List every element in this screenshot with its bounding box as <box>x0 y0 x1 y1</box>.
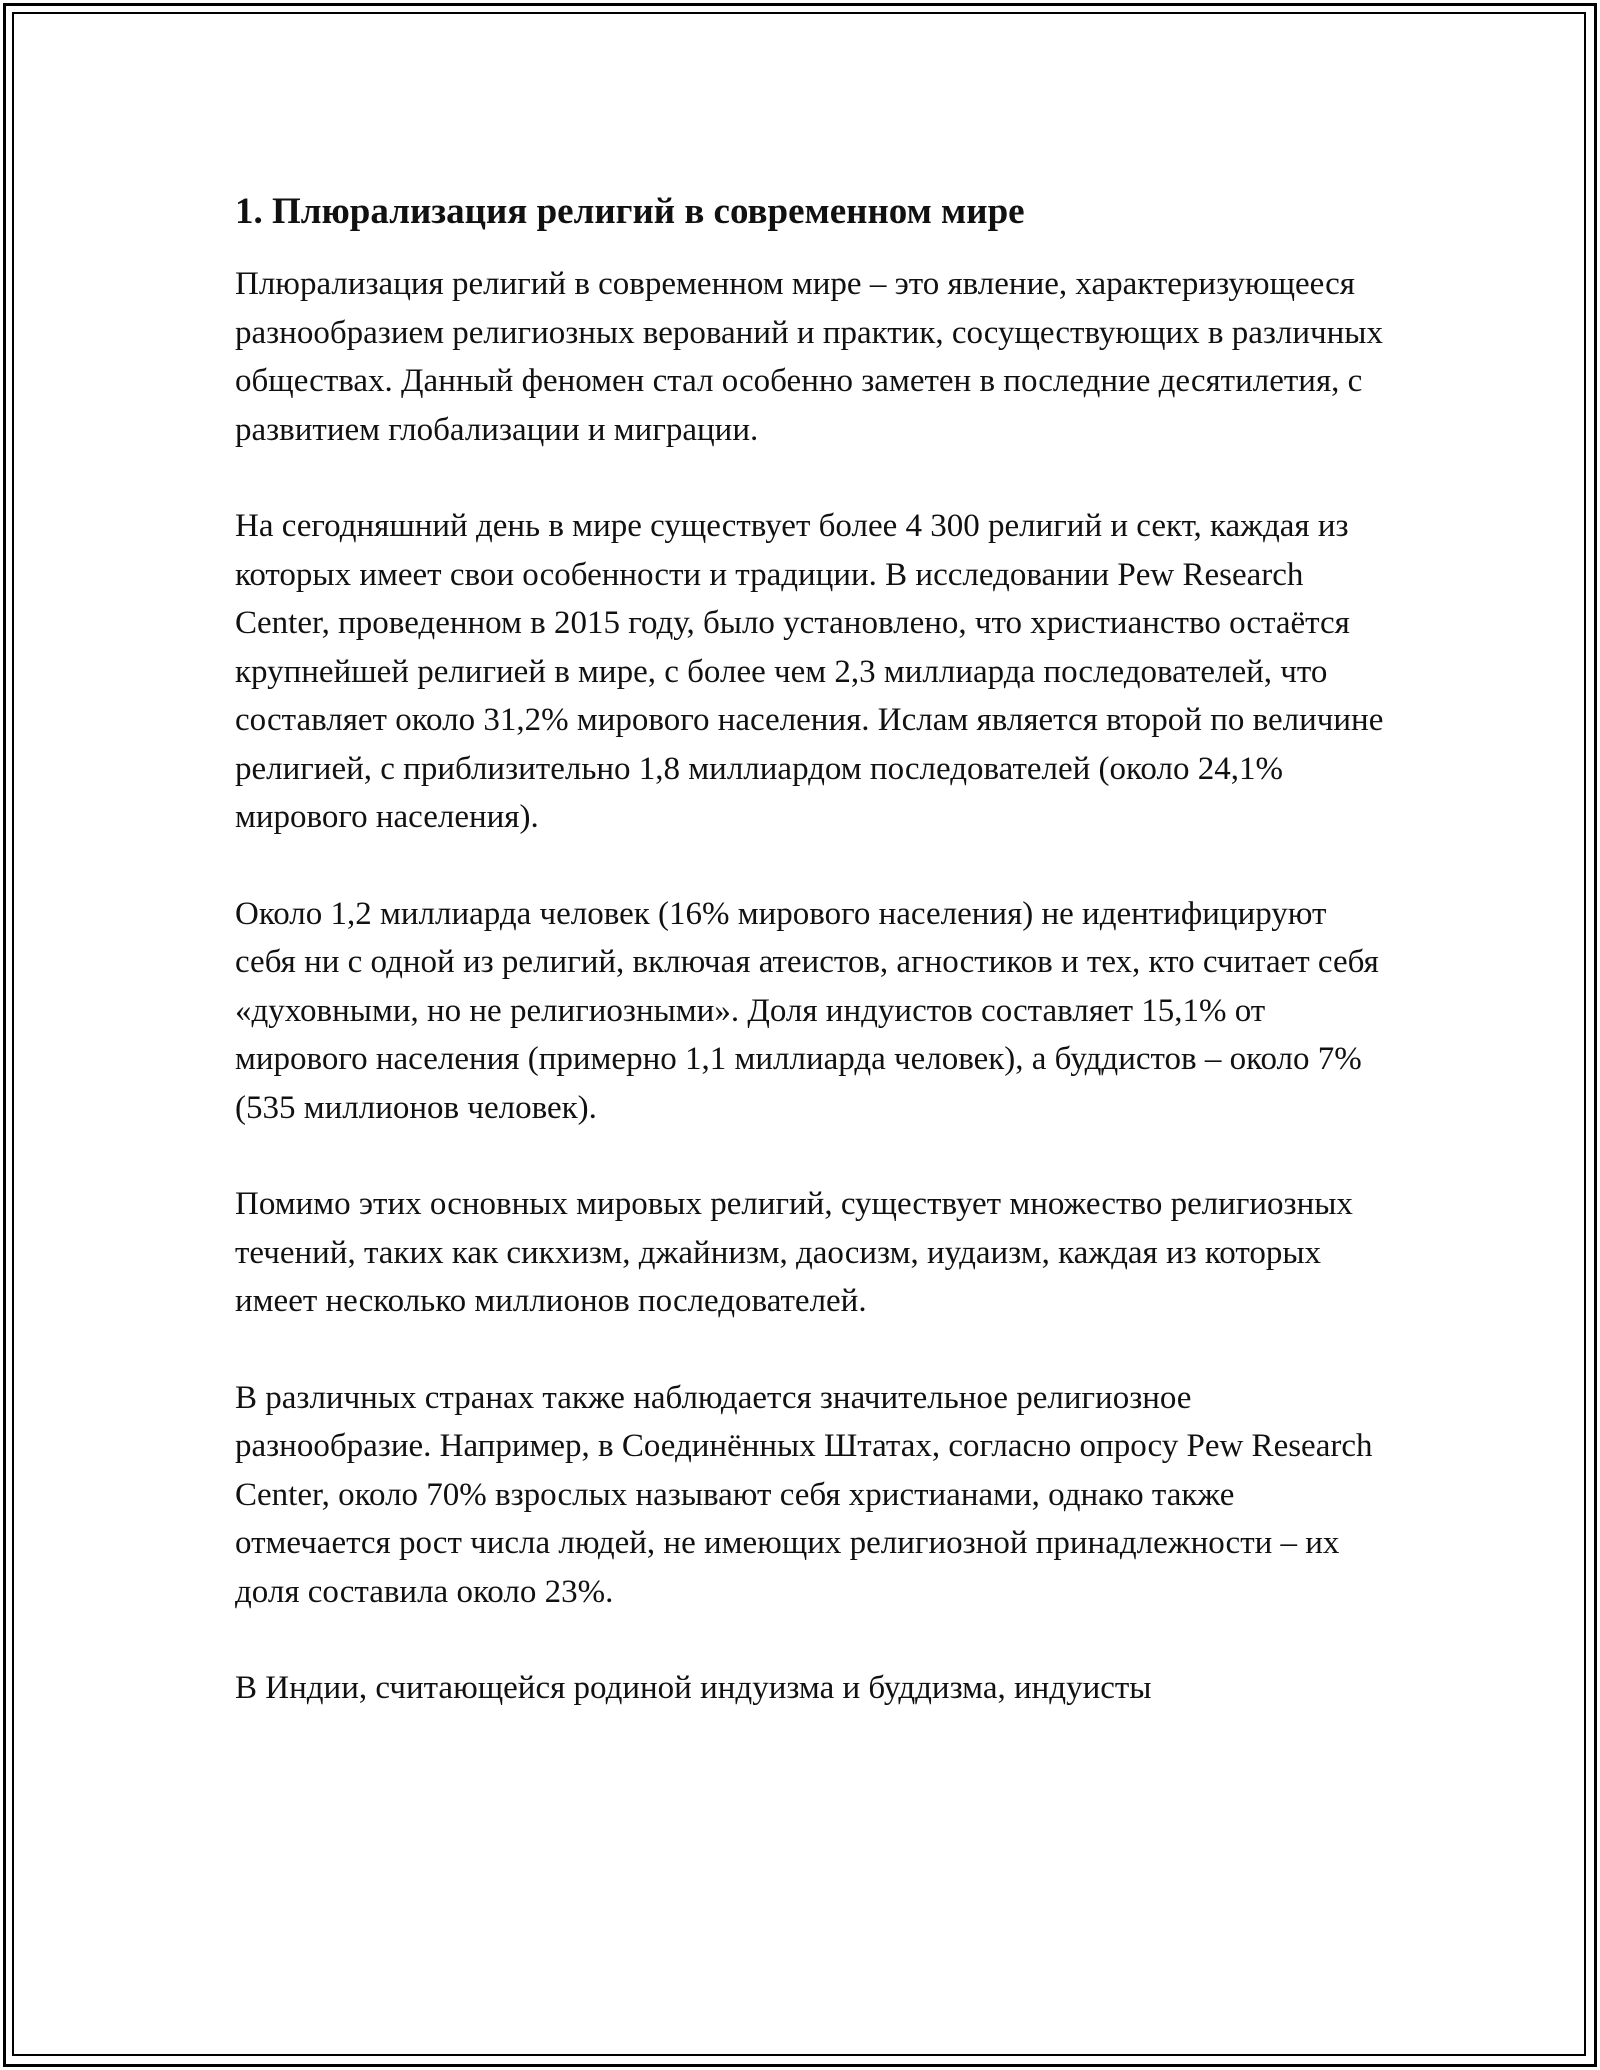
paragraph-usa-diversity: В различных странах также наблюдается значительное религиозное разнообразие. Например, в Соединённых Штатах, согласно опросу Pew Research Center, около 70% взрослых называют себя христианами, однако также отмечается рост числа людей, не имеющих религиозной принадлежности – их доля составила около 23%. <box>235 1379 1373 1610</box>
paragraph-nonreligious-hindus-buddhists: Около 1,2 миллиарда человек (16% мирового населения) не идентифицируют себя ни с одной из религий, включая атеистов, агностиков и тех, кто считает себя «духовными, но не религиозными». Доля индуистов составляет 15,1% от мирового населения (примерно 1,1 миллиарда человек), а буддистов – около 7% (535 миллионов человек). <box>235 895 1379 1126</box>
paragraph-india-start: В Индии, считающейся родиной индуизма и буддизма, индуисты <box>235 1670 1152 1706</box>
paragraph-other-religious-movements: Помимо этих основных мировых религий, существует множество религиозных течений, таких как сикхизм, джайнизм, даосизм, иудаизм, каждая из которых имеет несколько миллионов последователей. <box>235 1186 1353 1319</box>
paragraph-world-religions-statistics: На сегодняшний день в мире существует более 4 300 религий и сект, каждая из которых имеет свои особенности и традиции. В исследовании Pew Research Center, проведенном в 2015 году, было установлено, что христианство остаётся крупнейшей религией в мире, с более чем 2,3 миллиарда последователей, что составляет около 31,2% мирового населения. Ислам является второй по величине религией, с приблизительно 1,8 миллиардом последователей (около 24,1% мирового населения). <box>235 508 1384 835</box>
paragraph-pluralization-definition: Плюрализация религий в современном мире – это явление, характеризующееся разнообразием религиозных верований и практик, сосуществующих в различных обществах. Данный феномен стал особенно заметен в последние десятилетия, с развитием глобализации и миграции. <box>235 266 1383 448</box>
section-heading: 1. Плюрализация религий в современном мире <box>235 191 1025 232</box>
document-body <box>235 188 1395 1761</box>
